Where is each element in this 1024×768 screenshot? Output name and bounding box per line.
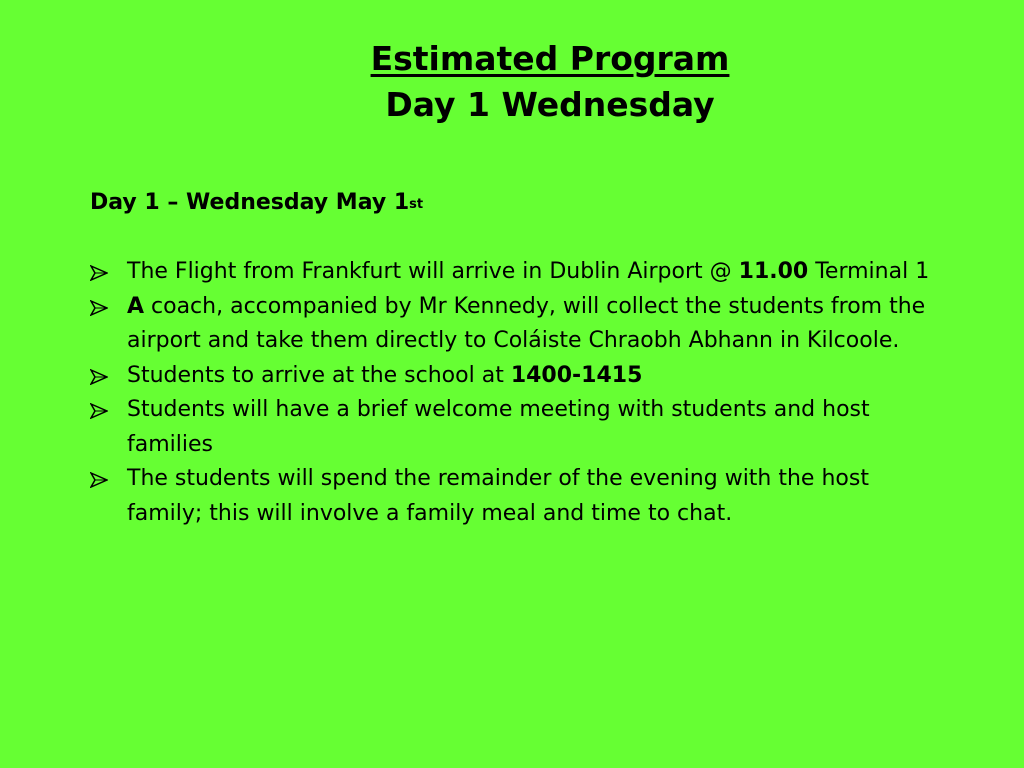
list-item	[90, 255, 950, 290]
arrow-bullet-icon	[90, 403, 108, 419]
list-item-text: Students will have a brief welcome meeting with students and host families	[127, 397, 870, 457]
arrow-bullet-icon	[90, 472, 108, 488]
arrow-bullet-icon	[90, 265, 108, 281]
list-item	[90, 359, 950, 394]
list-item-bold: 11.00	[738, 259, 809, 284]
list-item-text-after: coach, accompanied by Mr Kennedy, will collect the students from the airport and take them directly to Coláiste Chraobh Abhann in Kilcoole.	[127, 293, 926, 353]
schedule-list	[90, 255, 950, 531]
slide-subtitle: Day 1 Wednesday	[385, 85, 715, 124]
list-item-text-after: Terminal 1	[808, 259, 930, 284]
list-item-text: Students to arrive at the school at	[127, 362, 511, 388]
day-heading	[90, 188, 423, 218]
list-item	[90, 290, 950, 359]
slide-title: Estimated Program	[370, 39, 730, 78]
list-item-text: The students will spend the remainder of the evening with the host family; this will involve a family meal and time to chat.	[127, 466, 869, 526]
list-item	[90, 462, 950, 531]
day-heading-text: Day 1 – Wednesday May 1	[90, 190, 410, 215]
arrow-bullet-icon	[90, 369, 108, 385]
list-item	[90, 393, 950, 462]
list-item-bold: A	[127, 293, 145, 319]
day-heading-suffix: st	[409, 197, 424, 212]
list-item-text: The Flight from Frankfurt will arrive in Dublin Airport @	[127, 259, 739, 284]
list-item-bold: 1400-1415	[510, 362, 643, 388]
arrow-bullet-icon	[90, 300, 108, 316]
